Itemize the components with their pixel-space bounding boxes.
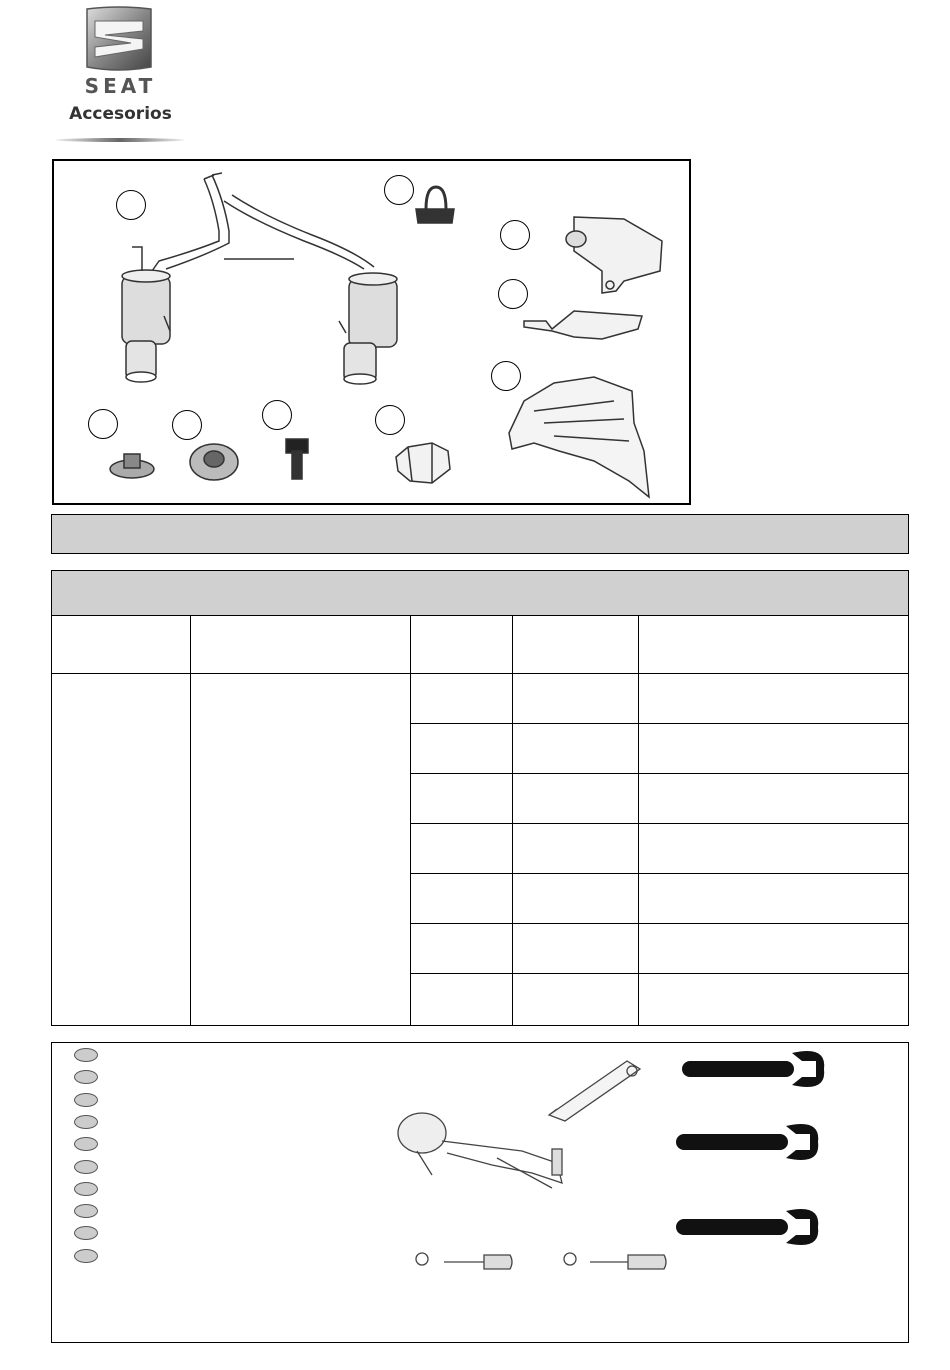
table-cell bbox=[639, 824, 908, 874]
callout-circle bbox=[500, 220, 530, 250]
table-cell bbox=[411, 774, 513, 824]
table-merged-cell bbox=[191, 674, 411, 1025]
table-cell bbox=[513, 874, 639, 924]
section-header-bar bbox=[51, 514, 909, 554]
table-cell bbox=[513, 824, 639, 874]
wrench-icon bbox=[676, 1124, 818, 1160]
u-clamp-icon bbox=[416, 187, 454, 223]
table-cell bbox=[513, 724, 639, 774]
callout-circle bbox=[88, 409, 118, 439]
table-cell bbox=[411, 724, 513, 774]
table-cell bbox=[411, 874, 513, 924]
callout-circle bbox=[498, 279, 528, 309]
parts-drawing bbox=[54, 161, 689, 503]
logo-underline bbox=[55, 138, 185, 142]
wrench-icon bbox=[676, 1209, 818, 1245]
parts-diagram bbox=[52, 159, 691, 505]
brand-name: SEAT bbox=[84, 74, 157, 98]
bolt-icon bbox=[286, 439, 308, 479]
table-cell bbox=[513, 774, 639, 824]
bracket-icon bbox=[566, 217, 662, 293]
heat-shield-icon bbox=[524, 311, 642, 339]
table-cell bbox=[513, 924, 639, 974]
table-cell bbox=[411, 824, 513, 874]
table-cell bbox=[639, 724, 908, 774]
callout-circle bbox=[172, 410, 202, 440]
nut-icon bbox=[110, 454, 154, 478]
table-column-header bbox=[411, 616, 513, 674]
table-cell bbox=[411, 924, 513, 974]
table-cell bbox=[411, 674, 513, 724]
table-cell bbox=[639, 774, 908, 824]
table-column-header bbox=[639, 616, 908, 674]
table-cell bbox=[513, 974, 639, 1025]
table-merged-cell bbox=[52, 674, 191, 1025]
cutter-knife-icon bbox=[549, 1061, 640, 1121]
table-column-header bbox=[191, 616, 411, 674]
callout-circle bbox=[375, 405, 405, 435]
heat-shield-large-icon bbox=[509, 377, 649, 497]
table-column-header bbox=[52, 616, 191, 674]
callout-circle bbox=[384, 175, 414, 205]
tools-drawing bbox=[52, 1043, 908, 1342]
callout-circle bbox=[116, 190, 146, 220]
pipe-clamp-pliers-icon bbox=[398, 1113, 562, 1188]
table-header-row bbox=[52, 571, 908, 616]
tools-box bbox=[51, 1042, 909, 1343]
brand-subtitle: Accesorios bbox=[69, 104, 172, 124]
table-cell bbox=[639, 674, 908, 724]
table-cell bbox=[639, 924, 908, 974]
clip-icon bbox=[396, 443, 450, 483]
exhaust-system-icon bbox=[122, 173, 397, 384]
table-cell bbox=[513, 674, 639, 724]
callout-circle bbox=[491, 361, 521, 391]
spec-table bbox=[51, 570, 909, 1026]
seat-logo-icon bbox=[83, 5, 155, 73]
table-column-header bbox=[513, 616, 639, 674]
washer-icon bbox=[190, 444, 238, 480]
callout-circle bbox=[262, 400, 292, 430]
table-cell bbox=[639, 874, 908, 924]
screwdriver-icon bbox=[564, 1253, 666, 1269]
screwdriver-icon bbox=[416, 1253, 512, 1269]
table-cell bbox=[411, 974, 513, 1025]
table-cell bbox=[639, 974, 908, 1025]
wrench-icon bbox=[682, 1051, 824, 1087]
